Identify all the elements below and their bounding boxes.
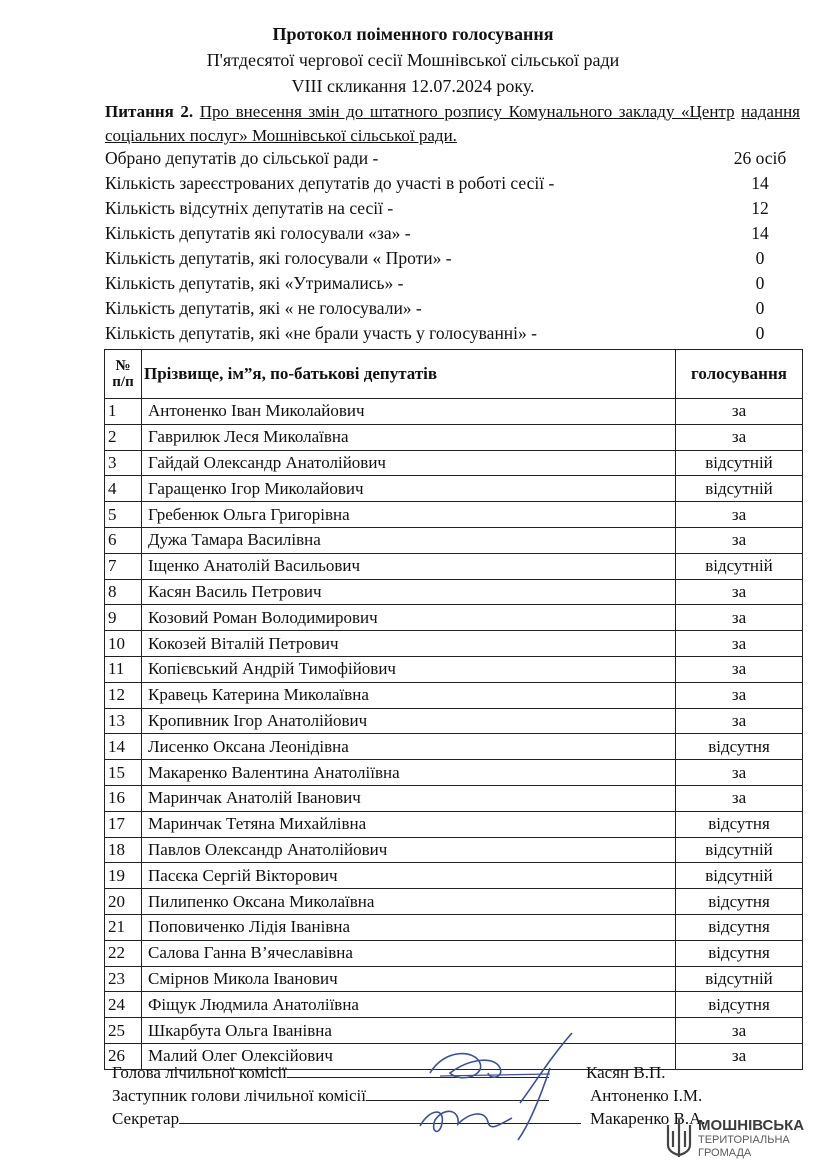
column-header-number [105,350,142,399]
vote-result: відсутній [676,837,803,863]
row-number: 23 [105,966,142,992]
stat-value: 14 [751,223,769,243]
row-number: 8 [105,579,142,605]
row-number: 14 [105,734,142,760]
vote-result: за [676,527,803,553]
row-number: 22 [105,940,142,966]
vote-result: відсутній [676,450,803,476]
table-header-row [105,350,803,399]
table-row [105,605,803,631]
row-number: 7 [105,553,142,579]
stat-value: 12 [751,198,769,218]
table-row [105,940,803,966]
signature-role: Секретар [112,1109,180,1128]
deputy-name: Кропивник Ігор Анатолійович [142,708,676,734]
table-row [105,450,803,476]
table-row [105,527,803,553]
table-row [105,837,803,863]
document-subtitle-convocation: VIII скликання 12.07.2024 року. [291,76,535,96]
deputy-name: Гаврилюк Леся Миколаївна [142,424,676,450]
deputy-name: Кравець Катерина Миколаївна [142,682,676,708]
row-number: 6 [105,527,142,553]
table-row [105,708,803,734]
row-number: 12 [105,682,142,708]
vote-result: відсутній [676,966,803,992]
deputy-name: Гребенюк Ольга Григорівна [142,502,676,528]
deputy-name: Дужа Тамара Василівна [142,527,676,553]
row-number: 25 [105,1018,142,1044]
row-number: 5 [105,502,142,528]
vote-summary [105,146,805,346]
row-number: 24 [105,992,142,1018]
vote-result: за [676,656,803,682]
stat-row [105,196,805,221]
deputy-name: Пилипенко Оксана Миколаївна [142,889,676,915]
document-title: Протокол поіменного голосування [272,24,554,44]
column-header-name: Прізвище, ім”я, по-батькові депутатів [142,350,676,399]
vote-result: відсутня [676,734,803,760]
row-number: 9 [105,605,142,631]
deputy-name: Кокозей Віталій Петрович [142,631,676,657]
stat-value: 14 [751,173,769,193]
row-number: 1 [105,399,142,425]
table-row [105,682,803,708]
deputy-name: Касян Василь Петрович [142,579,676,605]
row-number: 2 [105,424,142,450]
vote-result: відсутня [676,811,803,837]
stat-label: Обрано депутатів до сільської ради - [105,148,379,168]
signature-name: Макаренко В.А. [590,1109,706,1128]
deputy-name: Козовий Роман Володимирович [142,605,676,631]
table-row [105,656,803,682]
vote-result: відсутня [676,914,803,940]
row-number: 15 [105,760,142,786]
stat-row [105,146,805,171]
stat-label: Кількість зареєстрованих депутатів до участі в роботі сесії - [105,173,555,193]
stat-label: Кількість депутатів, які «не брали участь у голосуванні» - [105,323,537,343]
table-row [105,424,803,450]
table-row [105,631,803,657]
table-row [105,811,803,837]
stat-label: Кількість депутатів які голосували «за» - [105,223,411,243]
header-number-line1: № [115,358,131,374]
question-text-line2: надання соціальних послуг» Мошнівської сільської ради. [105,102,800,145]
vote-result: відсутній [676,553,803,579]
stat-label: Кількість відсутніх депутатів на сесії - [105,198,394,218]
deputy-name: Маринчак Тетяна Михайлівна [142,811,676,837]
signature-name: Касян В.П. [586,1063,666,1082]
deputy-name: Малий Олег Олексійович [142,1043,676,1069]
deputy-name: Гаращенко Ігор Миколайович [142,476,676,502]
table-row [105,502,803,528]
stat-row [105,221,805,246]
deputy-name: Іщенко Анатолій Васильович [142,553,676,579]
vote-result: за [676,424,803,450]
table-row [105,889,803,915]
row-number: 3 [105,450,142,476]
signature-role: Заступник голови лічильної комісії [112,1086,367,1105]
table-row [105,992,803,1018]
table-row [105,553,803,579]
row-number: 13 [105,708,142,734]
stat-row [105,246,805,271]
stat-row [105,321,805,346]
deputy-name: Поповиченко Лідія Іванівна [142,914,676,940]
deputy-name: Шкарбута Ольга Іванівна [142,1018,676,1044]
table-row [105,966,803,992]
deputy-name: Смірнов Микола Іванович [142,966,676,992]
table-row [105,734,803,760]
agenda-question: Питання 2. Про внесення змін до штатного розпису Комунального закладу «Центр надання соціальних послуг» Мошнівської сільської ради. [105,102,800,145]
table-row [105,760,803,786]
stat-label: Кількість депутатів, які голосували « Проти» - [105,248,452,268]
deputy-name: Фіщук Людмила Анатоліївна [142,992,676,1018]
row-number: 21 [105,914,142,940]
vote-result: відсутня [676,992,803,1018]
vote-result: за [676,399,803,425]
deputy-name: Лисенко Оксана Леонідівна [142,734,676,760]
row-number: 20 [105,889,142,915]
question-label: Питання 2 [105,102,189,121]
table-row [105,914,803,940]
header-number-line2: п/п [112,374,134,390]
handwritten-signatures [400,1028,620,1148]
stat-value: 0 [755,273,765,293]
vote-result: за [676,579,803,605]
vote-result: за [676,1043,803,1069]
vote-result: за [676,502,803,528]
table-row [105,476,803,502]
row-number: 4 [105,476,142,502]
vote-result: за [676,631,803,657]
vote-result: за [676,785,803,811]
deputy-name: Маринчак Анатолій Іванович [142,785,676,811]
stat-value: 0 [755,323,765,343]
vote-result: за [676,682,803,708]
stat-row [105,271,805,296]
stat-label: Кількість депутатів, які «Утримались» - [105,273,404,293]
vote-result: за [676,708,803,734]
vote-result: за [676,760,803,786]
vote-result: відсутній [676,476,803,502]
question-text-line1: Про внесення змін до штатного розпису Комунального закладу «Центр [199,102,735,121]
deputy-name: Пасєка Сергій Вікторович [142,863,676,889]
stat-row [105,296,805,321]
stat-value: 26 осіб [733,148,787,168]
deputy-name: Антоненко Іван Миколайович [142,399,676,425]
deputy-name: Павлов Олександр Анатолійович [142,837,676,863]
row-number: 18 [105,837,142,863]
stat-value: 0 [755,298,765,318]
deputy-name: Гайдай Олександр Анатолійович [142,450,676,476]
table-row [105,785,803,811]
document-subtitle-session: П'ятдесятої чергової сесії Мошнівської сільської ради [206,50,620,70]
signature-name: Антоненко І.М. [590,1086,703,1105]
vote-result: відсутня [676,940,803,966]
row-number: 19 [105,863,142,889]
stat-row [105,171,805,196]
logo-line2: ТЕРИТОРІАЛЬНА [698,1134,790,1146]
deputy-name: Макаренко Валентина Анатоліївна [142,760,676,786]
logo-line3: ГРОМАДА [698,1147,752,1159]
table-row [105,579,803,605]
roll-call-table [104,349,803,1070]
row-number: 17 [105,811,142,837]
table-row [105,863,803,889]
signature-role: Голова лічильної комісії [112,1063,287,1082]
vote-result: відсутня [676,889,803,915]
logo-line1: МОШНІВСЬКА [698,1117,805,1134]
vote-result: відсутній [676,863,803,889]
deputy-name: Копієвський Андрій Тимофійович [142,656,676,682]
vote-result: за [676,1018,803,1044]
deputy-name: Салова Ганна В’ячеславівна [142,940,676,966]
vote-result: за [676,605,803,631]
row-number: 16 [105,785,142,811]
column-header-vote: голосування [676,350,803,399]
stat-label: Кількість депутатів, які « не голосували» - [105,298,422,318]
community-logo [664,1115,814,1165]
row-number: 11 [105,656,142,682]
stat-value: 0 [755,248,765,268]
trident-icon [664,1117,694,1161]
row-number: 10 [105,631,142,657]
table-row [105,399,803,425]
row-number: 26 [105,1043,142,1069]
